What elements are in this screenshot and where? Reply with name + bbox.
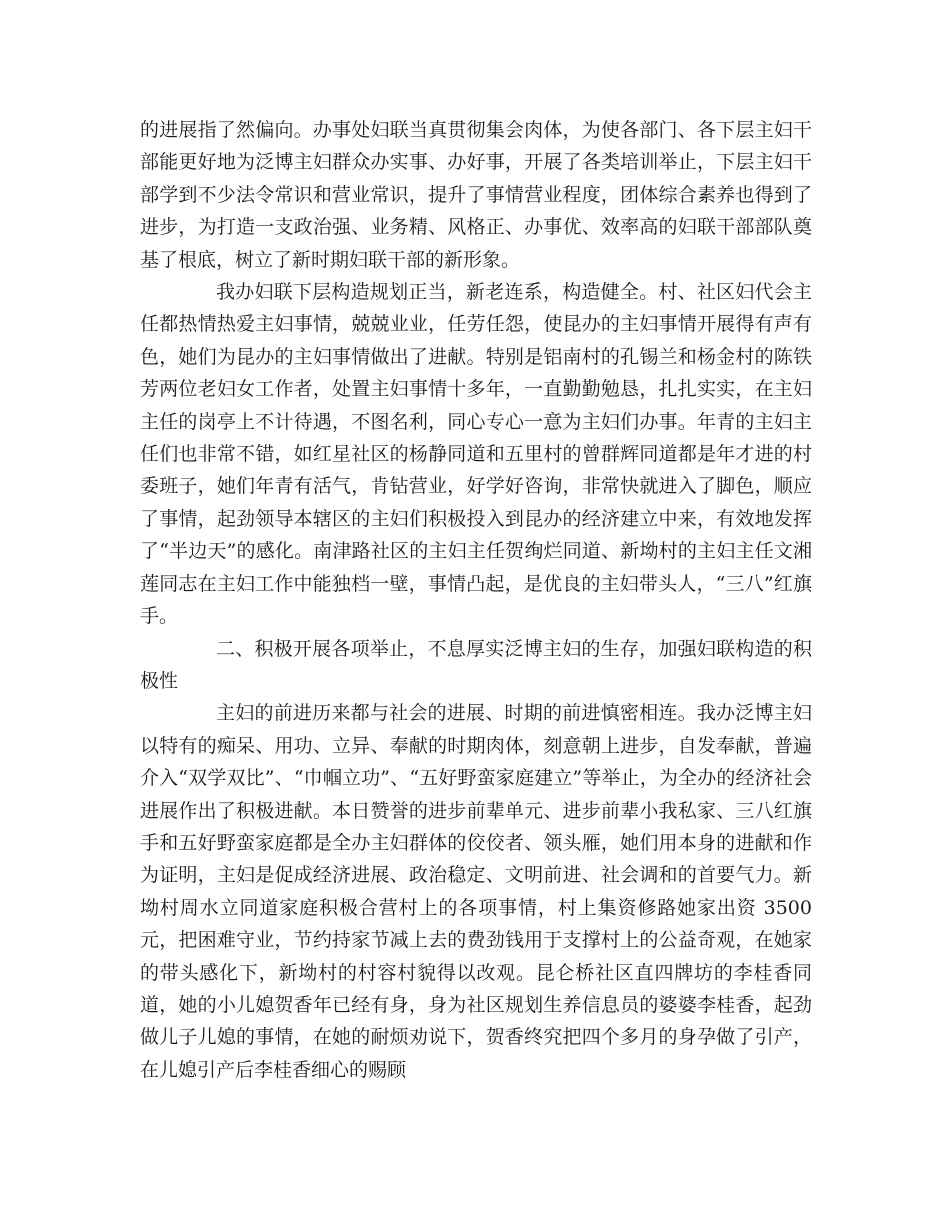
section-heading: 二、积极开展各项举止，不息厚实泛博主妇的生存，加强妇联构造的积极性 (140, 637, 812, 692)
body-text (140, 114, 812, 1086)
paragraph-1: 的进展指了然偏向。办事处妇联当真贯彻集会肉体，为使各部门、各下层主妇干部能更好地为泛博主妇群众办实事、办好事，开展了各类培训举止，下层主妇干部学到不少法令常识和营业常识，提升了事情营业程度，团体综合素养也得到了进步，为打造一支政治强、业务精、风格正、办事优、效率高的妇联干部部队奠基了根底，树立了新时期妇联干部的新形象。 (140, 119, 812, 271)
paragraph-3: 主妇的前进历来都与社会的进展、时期的前进慎密相连。我办泛博主妇以特有的痴呆、用功、立异、奉献的时期肉体，刻意朝上进步，自发奉献，普遍介入“双学双比”、“巾帼立功”、“五好野蛮家庭建立”等举止，为全办的经济社会进展作出了积极进献。本日赞誉的进步前辈单元、进步前辈小我私家、三八红旗手和五好野蛮家庭都是全办主妇群体的佼佼者、领头雁，她们用本身的进献和作为证明，主妇是促成经济进展、政治稳定、文明前进、社会调和的首要气力。新坳村周水立同道家庭积极合营村上的各项事情，村上集资修路她家出资 3500 元，把困难守业，节约持家节减上去的费劲钱用于支撑村上的公益奇观，在她家的带头感化下，新坳村的村容村貌得以改观。昆仑桥社区直四牌坊的李桂香同道，她的小儿媳贺香年已经有身，身为社区规划生养信息员的婆婆李桂香，起劲做儿子儿媳的事情，在她的耐烦劝说下，贺香终究把四个多月的身孕做了引产，在儿媳引产后李桂香细心的赐顾 (140, 702, 812, 1081)
paragraph-2: 我办妇联下层构造规划正当，新老连系，构造健全。村、社区妇代会主任都热情热爱主妇事情，兢兢业业，任劳任怨，使昆办的主妇事情开展得有声有色，她们为昆办的主妇事情做出了进献。特别是铝南村的孔锡兰和杨金村的陈铁芳两位老妇女工作者，处置主妇事情十多年，一直勤勤勉恳，扎扎实实，在主妇主任的岗亭上不计待遇，不图名利，同心专心一意为主妇们办事。年青的主妇主任们也非常不错，如红星社区的杨静同道和五里村的曾群辉同道都是年才进的村委班子，她们年青有活气，肯钻营业，好学好咨询，非常快就进入了脚色，顺应了事情，起劲领导本辖区的主妇们积极投入到昆办的经济建立中来，有效地发挥了“半边天”的感化。南津路社区的主妇主任贺绚烂同道、新坳村的主妇主任文湘莲同志在主妇工作中能独档一壁，事情凸起，是优良的主妇带头人，“三八”红旗手。 (140, 281, 812, 628)
